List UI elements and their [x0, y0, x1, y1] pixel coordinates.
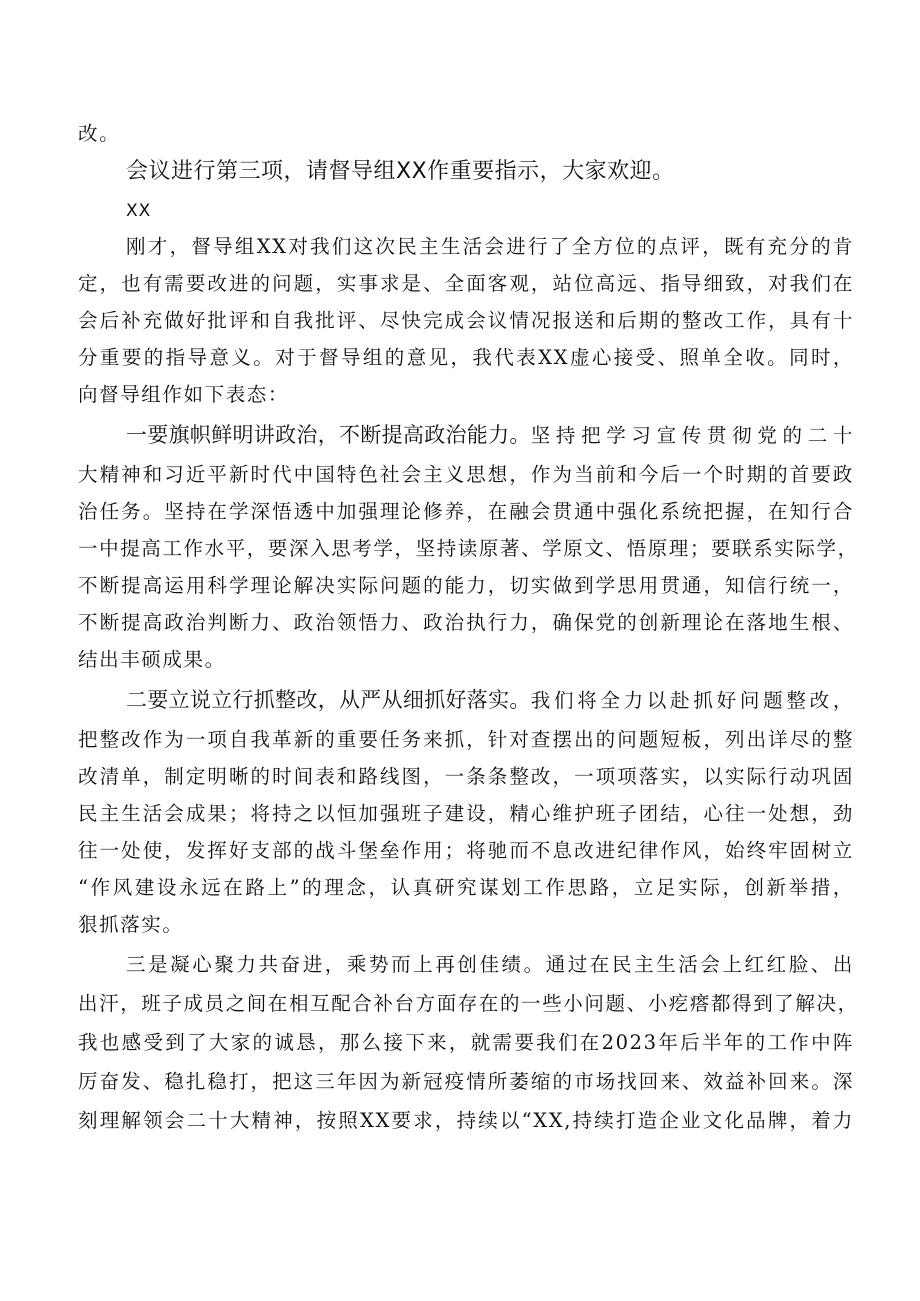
text-line: 我也感受到了大家的诚恳，那么接下来，就需要我们在2023年后半年的工作中阵: [78, 1031, 854, 1054]
paragraph-first-line: [126, 417, 854, 454]
text-line: 狠抓落实。: [78, 913, 184, 936]
text-line: 治任务。坚持在学深悟透中加强理论修养，在融会贯通中强化系统把握，在知行合: [78, 500, 854, 523]
text-line: 刚才，督导组XX对我们这次民主生活会进行了全方位的点评，既有充分的肯: [126, 235, 854, 258]
text-line: 一中提高工作水平，要深入思考学，坚持读原著、学原文、悟原理；要联系实际学，: [78, 537, 859, 560]
text-span: 坚持把学习宣传贯彻党的二十: [530, 424, 854, 447]
text-line: 把整改作为一项自我革新的重要任务来抓，针对查摆出的问题短板，列出详尽的整: [78, 728, 854, 751]
text-line: 刻理解领会二十大精神，按照XX要求，持续以“XX,持续打造企业文化品牌，着力: [78, 1109, 854, 1132]
speaker-name: XX: [126, 201, 152, 221]
text-line: 大精神和习近平新时代中国特色社会主义思想，作为当前和今后一个时期的首要政: [78, 463, 854, 486]
text-line: 会后补充做好批评和自我批评、尽快完成会议情况报送和后期的整改工作，具有十: [78, 309, 854, 332]
text-line: 向督导组作如下表态：: [78, 383, 290, 406]
text-line: 改。: [78, 122, 121, 145]
text-line: 不断提高运用科学理论解决实际问题的能力，切实做到学思用贯通，知信行统一，: [78, 574, 854, 597]
text-line: 厉奋发、稳扎稳打，把这三年因为新冠疫情所萎缩的市场找回来、效益补回来。深: [78, 1070, 854, 1093]
text-line: 改清单，制定明晰的时间表和路线图，一条条整改，一项项落实，以实际行动巩固: [78, 765, 854, 788]
text-line: 三是凝心聚力共奋进，乘势而上再创佳绩。通过在民主生活会上红红脸、出: [126, 953, 854, 976]
paragraph-first-line: [126, 682, 854, 719]
agenda-heading: 会议进行第三项，请督导组XX作重要指示，大家欢迎。: [126, 159, 675, 184]
text-line: 分重要的指导意义。对于督导组的意见，我代表XX虚心接受、照单全收。同时，: [78, 346, 854, 369]
text-line: 定，也有需要改进的问题，实事求是、全面客观，站位高远、指导细致，对我们在: [78, 272, 854, 295]
text-line: 往一处使，发挥好支部的战斗堡垒作用；将驰而不息改进纪律作风，始终牢固树立: [78, 839, 854, 862]
text-line: 民主生活会成果；将持之以恒加强班子建设，精心维护班子团结，心往一处想，劲: [78, 802, 854, 825]
text-line: 结出丰硕成果。: [78, 648, 226, 671]
text-line: “作风建设永远在路上”的理念，认真研究谋划工作思路，立足实际，创新举措，: [78, 876, 854, 899]
text-line: 出汗，班子成员之间在相互配合补台方面存在的一些小问题、小疙瘩都得到了解决，: [78, 992, 859, 1015]
paragraph-heading: 一要旗帜鲜明讲政治，不断提高政治能力。: [126, 423, 531, 447]
paragraph-heading: 二要立说立行抓整改，从严从细抓好落实。: [126, 688, 531, 712]
text-line: 不断提高政治判断力、政治领悟力、政治执行力，确保党的创新理论在落地生根、: [78, 611, 854, 634]
text-span: 我们将全力以赴抓好问题整改，: [530, 689, 854, 712]
